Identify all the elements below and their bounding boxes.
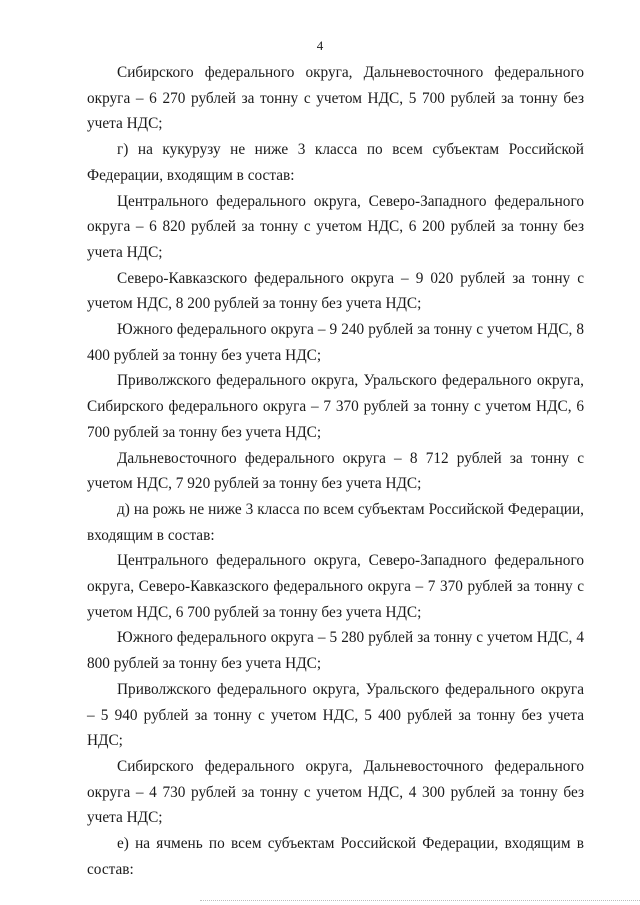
paragraph-corn-volga-ural-siberian: Приволжского федерального округа, Уральского федерального округа, Сибирского федерального округа – 7 370 рублей за тонну с учетом НДС, 6 700 рублей за тонну без учета НДС;: [87, 372, 584, 441]
document-body: [87, 60, 584, 883]
paragraph-corn-heading: г) на кукурузу не ниже 3 класса по всем субъектам Российской Федерации, входящим в состав:: [87, 141, 584, 184]
page-number: 4: [316, 38, 324, 53]
paragraph-corn-far-east: Дальневосточного федерального округа – 8 712 рублей за тонну с учетом НДС, 7 920 рублей за тонну без учета НДС;: [87, 449, 584, 493]
paragraph-corn-north-caucasus: Северо-Кавказского федерального округа – 9 020 рублей за тонну с учетом НДС, 8 200 рублей за тонну без учета НДС;: [87, 269, 584, 313]
scan-bottom-edge: [200, 900, 640, 901]
paragraph-rye-southern: Южного федерального округа – 5 280 рублей за тонну с учетом НДС, 4 800 рублей за тонну без учета НДС;: [87, 629, 584, 673]
paragraph-rye-central-northwest-caucasus: Центрального федерального округа, Северо-Западного федерального округа, Северо-Кавказского федерального округа – 7 370 рублей за тонну с учетом НДС, 6 700 рублей за тонну без учета НДС;: [87, 552, 584, 621]
paragraph-rye-heading: д) на рожь не ниже 3 класса по всем субъектам Российской Федерации, входящим в состав:: [87, 500, 584, 544]
paragraph-corn-southern: Южного федерального округа – 9 240 рублей за тонну с учетом НДС, 8 400 рублей за тонну без учета НДС;: [87, 321, 584, 364]
paragraph-rye-siberian-far-east: Сибирского федерального округа, Дальневосточного федерального округа – 4 730 рублей за тонну с учетом НДС, 4 300 рублей за тонну без учета НДС;: [87, 757, 584, 827]
paragraph-siberian-fareast-wheat-price: Сибирского федерального округа, Дальневосточного федерального округа – 6 270 рублей за тонну с учетом НДС, 5 700 рублей за тонну без учета НДС;: [87, 64, 584, 133]
paragraph-barley-heading: е) на ячмень по всем субъектам Российской Федерации, входящим в состав:: [87, 835, 584, 878]
paragraph-corn-central-northwest: Центрального федерального округа, Северо-Западного федерального округа – 6 820 рублей за тонну с учетом НДС, 6 200 рублей за тонну без учета НДС;: [87, 192, 584, 261]
paragraph-rye-volga-ural: Приволжского федерального округа, Уральского федерального округа – 5 940 рублей за тонну с учетом НДС, 5 400 рублей за тонну без учета НДС;: [87, 680, 584, 750]
